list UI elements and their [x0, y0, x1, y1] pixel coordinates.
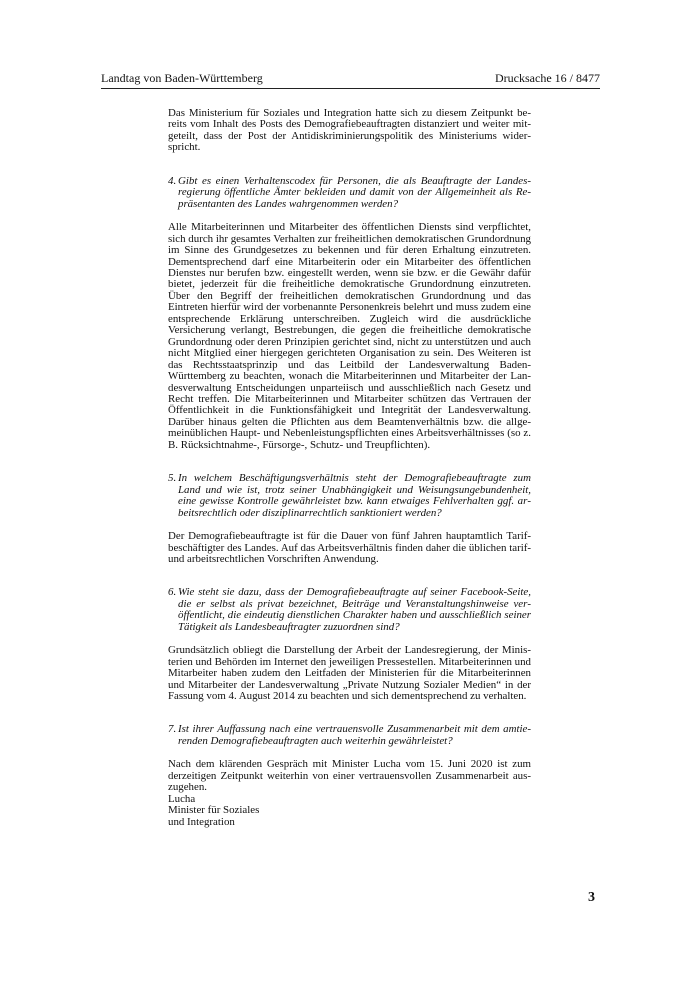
page-number: 3	[588, 890, 595, 905]
signature-title-line-1: Minister für Soziales	[168, 804, 260, 817]
answer-6: Grundsätzlich obliegt die Darstellung der Arbeit der Landesregierung, der Ministerien und Behörden im Internet den jeweiligen Pressestellen. Mitarbeiterinnen und Mitarbeiter haben zudem den Leitfaden der Ministerien für die Mitarbeiterinnen und Mitarbeiter der Landesverwaltung „Private Nutzung Sozialer Medien“ in der Fassung vom 4. August 2014 zu beachten und sich dementsprechend zu verhalten.	[168, 644, 531, 703]
document-body	[168, 108, 531, 828]
question-number: 6.	[168, 586, 177, 599]
question-6	[168, 587, 531, 633]
question-text: Ist ihrer Auffassung nach eine vertrauensvolle Zusammenarbeit mit dem amtierenden Demografiebeauftragten auch weiterhin gewährleistet?	[178, 723, 531, 747]
question-text: In welchem Beschäftigungsverhältnis steht der Demografiebeauftragte zum Land und wie ist, trotz seiner Unabhängigkeit und Weisungsungebundenheit, eine gewisse Kontrolle gewährleistet bzw. kann etwaiges Fehlverhalten ggf. arbeitsrechtlich oder disziplinarrechtlich sanktioniert werden?	[178, 472, 531, 519]
answer-7: Nach dem klärenden Gespräch mit Minister Lucha vom 15. Juni 2020 ist zum derzeitigen Zeitpunkt weiterhin von einer vertrauensvollen Zusammenarbeit auszugehen.	[168, 758, 531, 794]
header-document-number: Drucksache 16 / 8477	[495, 71, 600, 85]
question-number: 5.	[168, 472, 177, 485]
question-number: 7.	[168, 723, 177, 736]
header-divider	[101, 88, 600, 89]
answer-4: Alle Mitarbeiterinnen und Mitarbeiter des öffentlichen Diensts sind verpflichtet, sich durch ihr gesamtes Verhalten zur freiheitlichen demokratischen Grundordnung im Sinne des Grundgesetzes zu bekennen und für deren Erhaltung einzutreten. Dementsprechend darf eine Mitarbeiterin oder ein Mitarbeiter des öffentlichen Dienstes nur berufen bzw. eingestellt werden, wenn sie bzw. er die Gewähr dafür bietet, jederzeit für die freiheitliche demokratische Grundordnung einzutreten. Über den Begriff der freiheitlichen demokratischen Grundordnung und das Eintreten hierfür wird der vorbenannte Personenkreis belehrt und muss zudem eine entsprechende Erklärung unterschreiben. Zugleich wird die ausdrückliche Versicherung verlangt, Bestrebungen, die gegen die freiheitliche demokratische Grundordnung oder deren Prinzipien gerichtet sind, nicht zu unterstützen und auch nicht Mitglied einer hiergegen gerichteten Organisation zu sein. Des Weiteren ist das Rechtsstaatsprinzip und das Leitbild der Landesverwaltung Baden-Württemberg zu beachten, wonach die Mitarbeiterinnen und Mitarbeiter der Landesverwaltung Entscheidungen unparteiisch und ausschließlich nach Gesetz und Recht treffen. Die Mitarbeiterinnen und Mitarbeiter schützen das Vertrauen der Öffentlichkeit in die Funktionsfähigkeit und Integrität der Landesverwaltung. Darüber hinaus gelten die Pflichten aus dem Beamtenverhältnis bzw. die allgemeinüblichen Haupt- und Nebenleistungspflichten eines Arbeitsverhältnisses (so z. B. Rücksichtnahme-, Fürsorge-, Schutz- und Treupflichten).	[168, 221, 531, 451]
question-text: Gibt es einen Verhaltenscodex für Personen, die als Beauftragte der Landesregierung öffentliche Ämter bekleiden und damit von der Allgemeinheit als Repräsentanten des Landes wahrgenommen werden?	[178, 174, 531, 210]
page-header	[101, 70, 600, 86]
signature-name: Lucha	[168, 792, 196, 805]
header-parliament-name: Landtag von Baden-Württemberg	[101, 71, 263, 85]
signature-title-line-2: und Integration	[168, 815, 235, 828]
question-4	[168, 176, 531, 210]
question-7	[168, 724, 531, 747]
question-number: 4.	[168, 174, 177, 187]
answer-5: Der Demografiebeauftragte ist für die Dauer von fünf Jahren hauptamtlich Tarifbeschäftigter des Landes. Auf das Arbeitsverhältnis finden daher die üblichen tarif- und arbeitsrechtlichen Vorschriften Anwendung.	[168, 530, 531, 565]
intro-paragraph: Das Ministerium für Soziales und Integration hatte sich zu diesem Zeitpunkt bereits vom Inhalt des Posts des Demografiebeauftragten distanziert und weiter mitgeteilt, dass der Post der Antidiskriminierungspolitik des Ministeriums widerspricht.	[168, 107, 531, 154]
question-text: Wie steht sie dazu, dass der Demografiebeauftragte auf seiner Facebook-Seite, die er selbst als privat bezeichnet, Beiträge und Veranstaltungshinweise veröffentlicht, die eindeutig dienstlichen Charakter haben und ausschließlich seiner Tätigkeit als Landesbeauftragter zuzuordnen sind?	[178, 586, 531, 633]
question-5	[168, 473, 531, 519]
